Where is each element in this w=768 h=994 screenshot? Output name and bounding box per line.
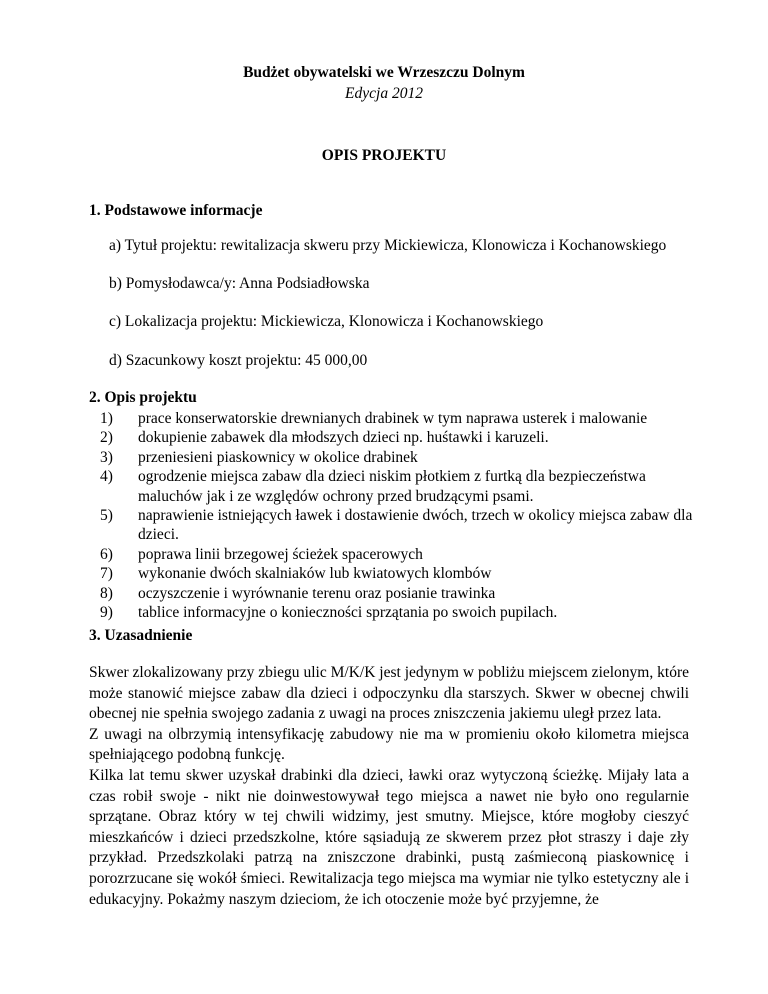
- list-item-number: 2): [100, 429, 113, 447]
- justification-paragraph: Kilka lat temu skwer uzyskał drabinki dla dzieci, ławki oraz wytyczoną ścieżkę. Mijały lata a czas robił swoje - nikt nie doinwestowywał tego miejsca a nawet nie było ono regularnie sprzątane. Obraz który w tej chwili widzimy, jest smutny. Miejsce, które mogłoby cieszyć mieszkańców i dzieci przedszkolne, które sąsiadują ze skwerem przez płot straszy i daje zły przykład. Przedszkolaki patrzą na zniszczone drabinki, pustą zaśmieconą piaskownicę i porozrzucane się wokół śmieci. Rewitalizacja tego miejsca ma wymiar nie tylko estetyczny ale i edukacyjny. Pokażmy naszym dzieciom, że ich otoczenie może być przyjemne, że: [89, 766, 689, 908]
- section-heading-justification: 3. Uzasadnienie: [89, 627, 193, 644]
- info-project-title: a) Tytuł projektu: rewitalizacja skweru przy Mickiewicza, Klonowicza i Kochanowskiego: [109, 237, 667, 254]
- info-location: c) Lokalizacja projektu: Mickiewicza, Klonowicza i Kochanowskiego: [109, 313, 544, 330]
- justification-body: [89, 663, 689, 910]
- document-title: Budżet obywatelski we Wrzeszczu Dolnym: [243, 64, 525, 81]
- list-item: [89, 603, 709, 622]
- section-heading-description: 2. Opis projektu: [89, 389, 197, 406]
- list-item-text: naprawienie istniejących ławek i dostawienie dwóch, trzech w okolicy miejsca zabaw dla dzieci.: [138, 507, 693, 544]
- list-item-text: przeniesieni piaskownicy w okolice drabinek: [138, 448, 418, 466]
- justification-paragraph: Z uwagi na olbrzymią intensyfikację zabudowy nie ma w promieniu około kilometra miejsca spełniającego podobną funkcję.: [89, 725, 689, 764]
- list-item-text: ogrodzenie miejsca zabaw dla dzieci niskim płotkiem z furtką dla bezpieczeństwa maluchów jak i ze względów ochrony przed brudzącymi psami.: [138, 468, 646, 505]
- edition-subtitle: Edycja 2012: [345, 85, 423, 102]
- list-item: [89, 564, 709, 583]
- list-item: [89, 428, 709, 447]
- info-author: b) Pomysłodawca/y: Anna Podsiadłowska: [109, 275, 370, 292]
- list-item-number: 8): [100, 584, 113, 602]
- list-item: [89, 467, 709, 506]
- description-list: [89, 409, 709, 622]
- list-item-number: 5): [100, 507, 113, 525]
- list-item: [89, 584, 709, 603]
- info-cost: d) Szacunkowy koszt projektu: 45 000,00: [109, 352, 368, 369]
- list-item: [89, 545, 709, 564]
- justification-paragraph: Skwer zlokalizowany przy zbiegu ulic M/K/K jest jedynym w pobliżu miejscem zielonym, które może stanowić miejsce zabaw dla dzieci i odpoczynku dla starszych. Skwer w obecnej chwili obecnej nie spełnia swojego zadania z uwagi na proces zniszczenia jakiemu uległ przez lata.: [89, 664, 689, 723]
- list-item-text: prace konserwatorskie drewnianych drabinek w tym naprawa usterek i malowanie: [138, 410, 648, 427]
- list-item-number: 7): [100, 565, 113, 583]
- list-item-number: 4): [100, 468, 113, 486]
- list-item-text: wykonanie dwóch skalniaków lub kwiatowych klombów: [138, 565, 492, 583]
- list-item: [89, 448, 709, 467]
- list-item-text: tablice informacyjne o konieczności sprzątania po swoich pupilach.: [138, 604, 558, 622]
- document-heading: OPIS PROJEKTU: [321, 147, 447, 164]
- list-item-text: oczyszczenie i wyrównanie terenu oraz posianie trawinka: [138, 584, 496, 602]
- list-item: [89, 506, 709, 545]
- list-item-number: 3): [100, 448, 113, 466]
- list-item-text: dokupienie zabawek dla młodszych dzieci np. huśtawki i karuzeli.: [138, 429, 549, 447]
- list-item-text: poprawa linii brzegowej ścieżek spacerowych: [138, 545, 423, 563]
- list-item-number: 6): [100, 545, 113, 563]
- section-heading-basic-info: 1. Podstawowe informacje: [89, 202, 263, 219]
- list-item-number: 1): [100, 410, 113, 427]
- list-item-number: 9): [100, 604, 113, 622]
- list-item: [89, 409, 709, 428]
